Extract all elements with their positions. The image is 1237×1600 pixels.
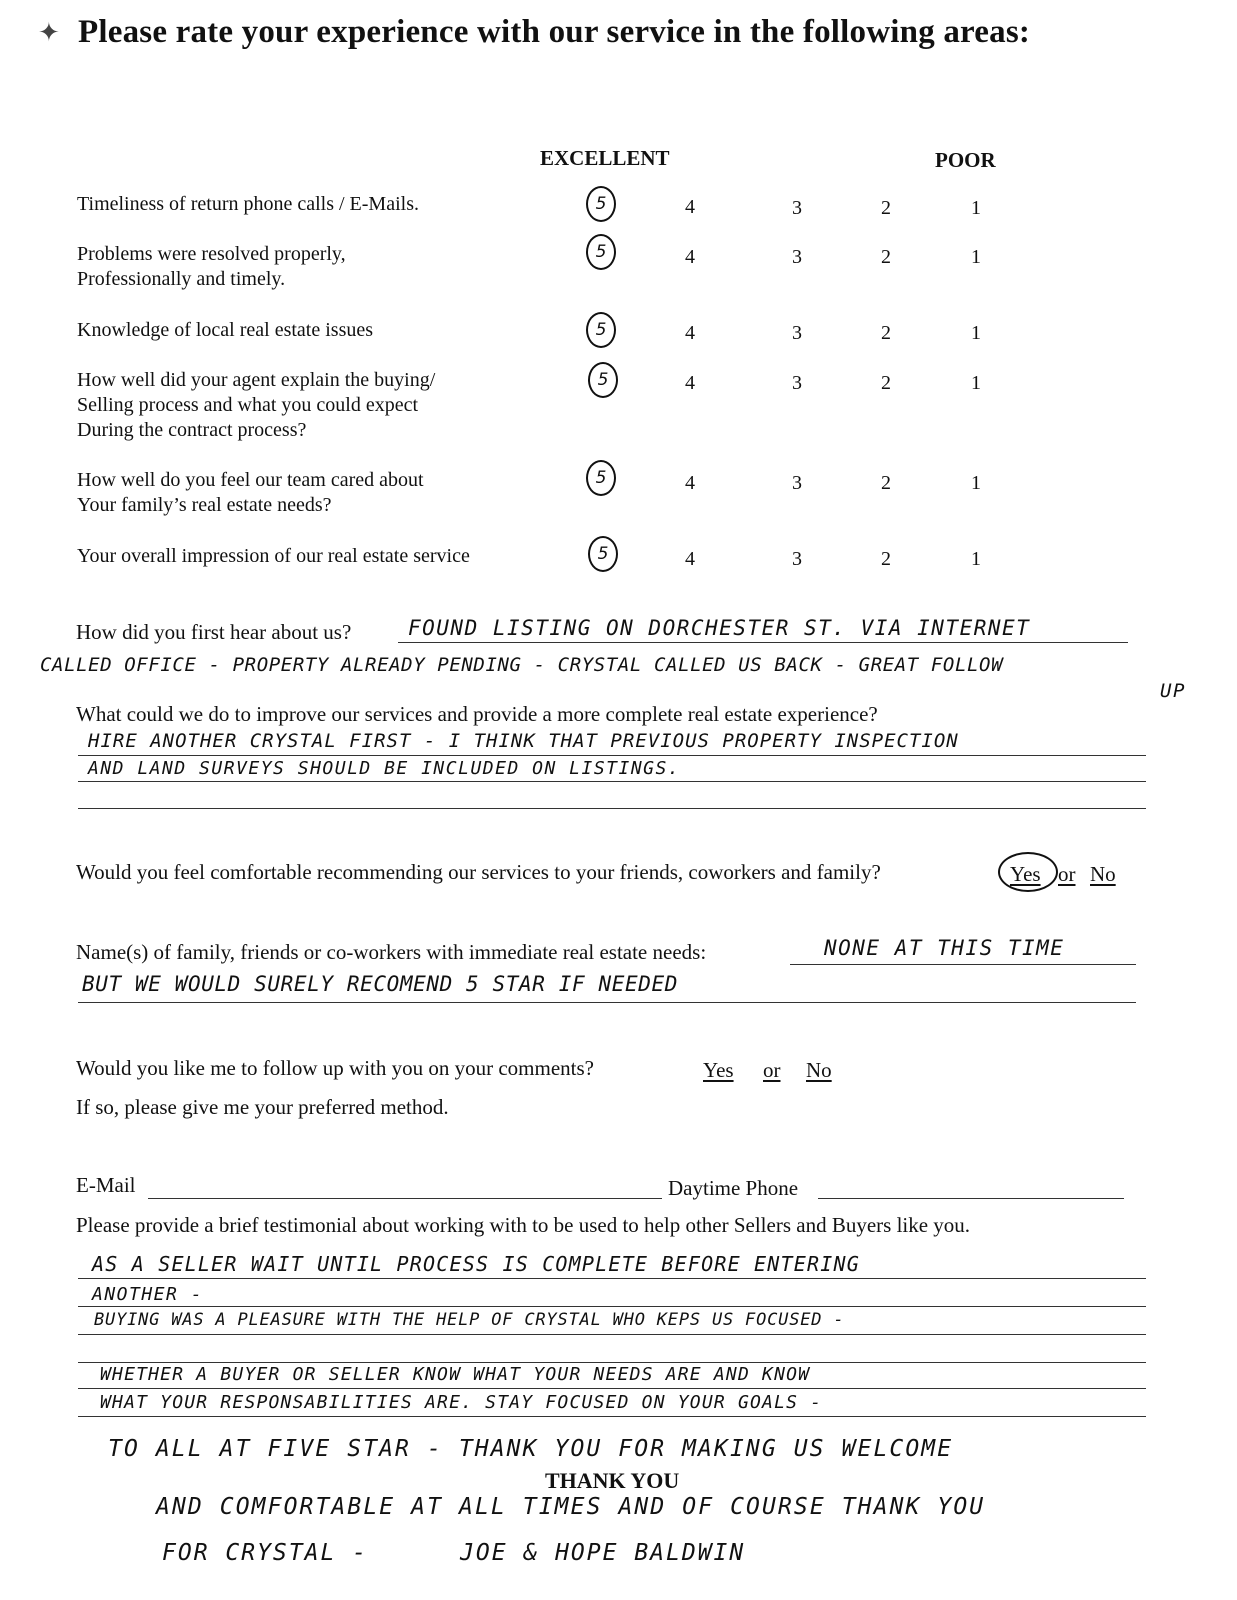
closing-note-line: TO ALL AT FIVE STAR - THANK YOU FOR MAKING US WELCOME bbox=[108, 1436, 954, 1462]
closing-note-line: AND COMFORTABLE AT ALL TIMES AND OF COURSE THANK YOU bbox=[156, 1494, 986, 1520]
rating-question bbox=[77, 544, 470, 569]
question-line: How well do you feel our team cared about bbox=[77, 469, 424, 491]
question-line: How well did your agent explain the buying/ bbox=[77, 369, 436, 391]
answer-underline bbox=[78, 1388, 1146, 1389]
follow-up-method-label: If so, please give me your preferred method. bbox=[76, 1095, 449, 1119]
hear-about-label: How did you first hear about us? bbox=[76, 620, 352, 644]
rating-option-2[interactable]: 2 bbox=[881, 197, 891, 219]
recommend-or-text: or bbox=[1058, 862, 1076, 886]
rating-option-2[interactable]: 2 bbox=[881, 472, 891, 494]
testimonial-answer-line[interactable]: AS A SELLER WAIT UNTIL PROCESS IS COMPLETE BEFORE ENTERING bbox=[92, 1252, 860, 1276]
answer-underline bbox=[78, 1334, 1146, 1335]
rating-option-1[interactable]: 1 bbox=[971, 322, 981, 344]
rating-option-4[interactable]: 4 bbox=[685, 472, 695, 494]
rating-selected-circle[interactable]: 5 bbox=[588, 362, 618, 398]
rating-question bbox=[77, 318, 373, 343]
question-line: Selling process and what you could expect bbox=[77, 394, 419, 416]
answer-underline bbox=[78, 808, 1146, 809]
daytime-phone-field[interactable] bbox=[818, 1198, 1124, 1199]
rating-selected-circle[interactable]: 5 bbox=[586, 234, 616, 270]
rating-option-2[interactable]: 2 bbox=[881, 372, 891, 394]
testimonial-label: Please provide a brief testimonial about working with to be used to help other Sellers and Buyers like you. bbox=[76, 1213, 971, 1237]
rating-question bbox=[77, 242, 346, 292]
rating-selected-circle[interactable]: 5 bbox=[586, 460, 616, 496]
rating-option-4[interactable]: 4 bbox=[685, 246, 695, 268]
follow-up-yes-option[interactable]: Yes bbox=[703, 1058, 734, 1082]
rating-option-1[interactable]: 1 bbox=[971, 472, 981, 494]
closing-note-line: FOR CRYSTAL - bbox=[162, 1540, 369, 1566]
rating-option-3[interactable]: 3 bbox=[792, 322, 802, 344]
recommend-yes-option[interactable]: Yes bbox=[1010, 862, 1041, 886]
question-line: Your family’s real estate needs? bbox=[77, 494, 332, 516]
question-line: Your overall impression of our real estate service bbox=[77, 545, 470, 567]
rating-option-4[interactable]: 4 bbox=[685, 322, 695, 344]
improve-answer-line[interactable]: HIRE ANOTHER CRYSTAL FIRST - I THINK THAT PREVIOUS PROPERTY INSPECTION bbox=[88, 730, 959, 752]
answer-underline bbox=[78, 781, 1146, 782]
recommend-no-option[interactable]: No bbox=[1090, 862, 1116, 886]
rating-selected-circle[interactable]: 5 bbox=[588, 536, 618, 572]
hear-about-answer-line[interactable]: UP bbox=[1160, 680, 1186, 702]
smudge-mark: ✦ bbox=[38, 18, 60, 47]
page-title: Please rate your experience with our service in the following areas: bbox=[78, 14, 1031, 50]
rating-selected-circle[interactable]: 5 bbox=[586, 312, 616, 348]
follow-up-label: Would you like me to follow up with you on your comments? bbox=[76, 1056, 594, 1080]
scale-excellent-label: EXCELLENT bbox=[540, 146, 670, 170]
testimonial-answer-line[interactable]: WHETHER A BUYER OR SELLER KNOW WHAT YOUR NEEDS ARE AND KNOW bbox=[100, 1364, 811, 1385]
rating-question bbox=[77, 368, 435, 443]
testimonial-answer-line[interactable]: ANOTHER - bbox=[92, 1284, 204, 1305]
rating-option-1[interactable]: 1 bbox=[971, 246, 981, 268]
question-line: Timeliness of return phone calls / E-Mails. bbox=[77, 193, 419, 215]
email-label: E-Mail bbox=[76, 1173, 136, 1197]
scale-poor-label: POOR bbox=[935, 148, 996, 172]
answer-underline bbox=[790, 964, 1136, 965]
question-line: During the contract process? bbox=[77, 419, 307, 441]
improve-answer-line[interactable]: AND LAND SURVEYS SHOULD BE INCLUDED ON LISTINGS. bbox=[88, 758, 681, 779]
daytime-phone-label: Daytime Phone bbox=[668, 1176, 799, 1200]
answer-underline bbox=[78, 1362, 1146, 1363]
answer-underline bbox=[78, 1002, 1136, 1003]
email-field[interactable] bbox=[148, 1198, 662, 1199]
rating-option-2[interactable]: 2 bbox=[881, 246, 891, 268]
answer-underline bbox=[78, 755, 1146, 756]
rating-option-3[interactable]: 3 bbox=[792, 548, 802, 570]
improve-label: What could we do to improve our services and provide a more complete real estate experience? bbox=[76, 702, 878, 726]
names-answer-line[interactable]: NONE AT THIS TIME bbox=[824, 936, 1065, 960]
answer-underline bbox=[78, 1278, 1146, 1279]
answer-underline bbox=[78, 1306, 1146, 1307]
testimonial-answer-line[interactable]: WHAT YOUR RESPONSABILITIES ARE. STAY FOCUSED ON YOUR GOALS - bbox=[100, 1392, 823, 1413]
hear-about-answer-line[interactable]: CALLED OFFICE - PROPERTY ALREADY PENDING - CRYSTAL CALLED US BACK - GREAT FOLLOW bbox=[40, 654, 1004, 676]
question-line: Professionally and timely. bbox=[77, 268, 286, 290]
rating-question bbox=[77, 468, 424, 518]
rating-option-4[interactable]: 4 bbox=[685, 548, 695, 570]
question-line: Problems were resolved properly, bbox=[77, 243, 346, 265]
names-label: Name(s) of family, friends or co-workers with immediate real estate needs: bbox=[76, 940, 707, 964]
names-answer-line[interactable]: BUT WE WOULD SURELY RECOMEND 5 STAR IF NEEDED bbox=[82, 972, 678, 996]
rating-option-2[interactable]: 2 bbox=[881, 548, 891, 570]
answer-underline bbox=[78, 1416, 1146, 1417]
follow-up-or-text: or bbox=[763, 1058, 781, 1082]
question-line: Knowledge of local real estate issues bbox=[77, 319, 374, 341]
rating-option-1[interactable]: 1 bbox=[971, 548, 981, 570]
signature-names: JOE & HOPE BALDWIN bbox=[460, 1540, 746, 1566]
testimonial-answer-line[interactable]: BUYING WAS A PLEASURE WITH THE HELP OF CRYSTAL WHO KEPS US FOCUSED - bbox=[94, 1310, 845, 1330]
rating-option-4[interactable]: 4 bbox=[685, 196, 695, 218]
hear-about-answer-line[interactable]: FOUND LISTING ON DORCHESTER ST. VIA INTERNET bbox=[408, 616, 1031, 640]
rating-option-1[interactable]: 1 bbox=[971, 197, 981, 219]
rating-option-3[interactable]: 3 bbox=[792, 372, 802, 394]
rating-option-3[interactable]: 3 bbox=[792, 246, 802, 268]
rating-option-1[interactable]: 1 bbox=[971, 372, 981, 394]
rating-selected-circle[interactable]: 5 bbox=[586, 186, 616, 222]
answer-underline bbox=[398, 642, 1128, 643]
rating-option-3[interactable]: 3 bbox=[792, 472, 802, 494]
recommend-label: Would you feel comfortable recommending our services to your friends, coworkers and family? bbox=[76, 860, 881, 884]
rating-option-2[interactable]: 2 bbox=[881, 322, 891, 344]
rating-option-4[interactable]: 4 bbox=[685, 372, 695, 394]
rating-question bbox=[77, 192, 419, 217]
thank-you-text: THANK YOU bbox=[545, 1468, 680, 1493]
follow-up-no-option[interactable]: No bbox=[806, 1058, 832, 1082]
rating-option-3[interactable]: 3 bbox=[792, 197, 802, 219]
